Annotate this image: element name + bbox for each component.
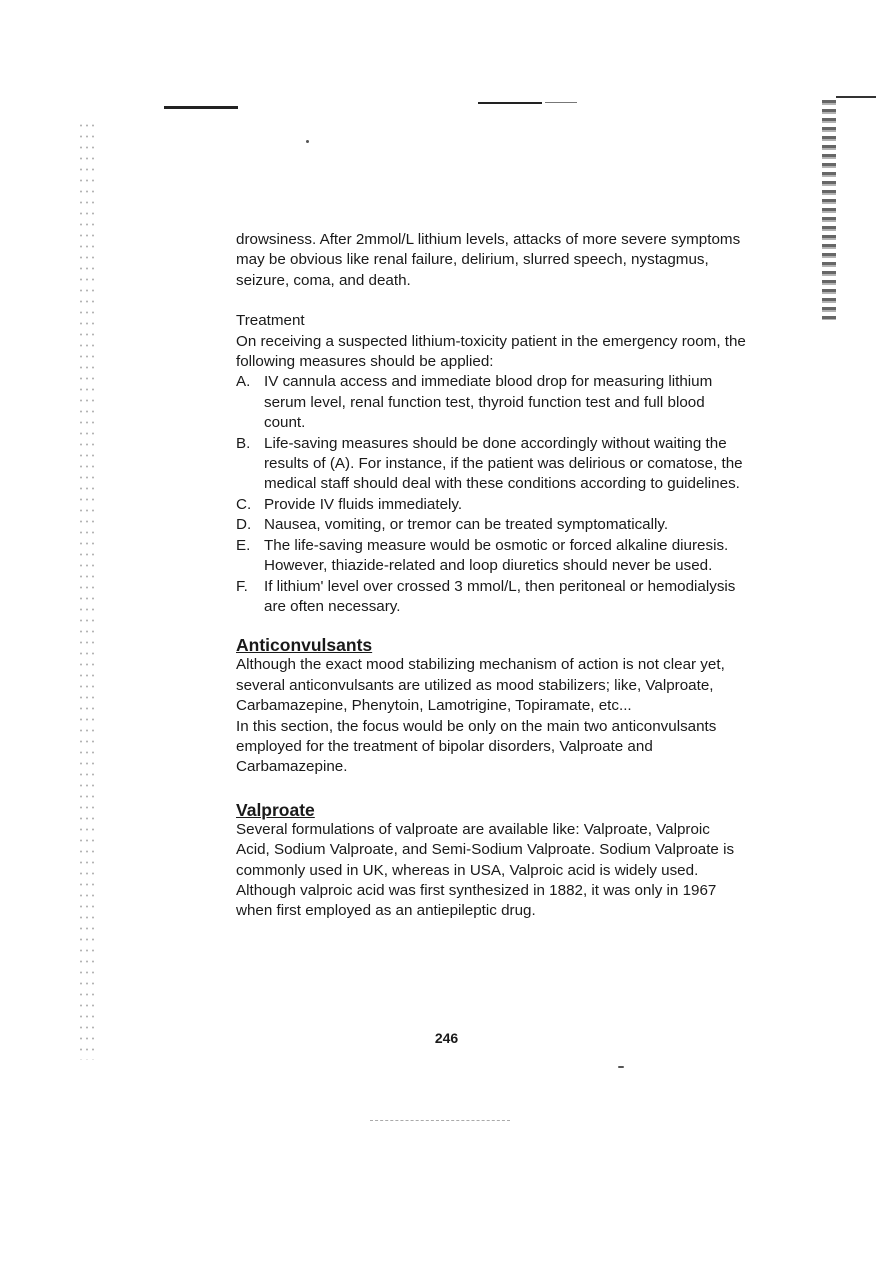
list-item — [236, 434, 746, 495]
valproate-paragraph-2: Although valproic acid was first synthesized in 1882, it was only in 1967 when first employed as an antiepileptic drug. — [236, 881, 717, 920]
list-item — [236, 515, 746, 535]
list-item — [236, 495, 746, 515]
intro-paragraph: drowsiness. After 2mmol/L lithium levels, attacks of more severe symptoms may be obvious like renal failure, delirium, slurred speech, nystagmus, seizure, coma, and death. — [236, 231, 741, 289]
list-marker: A. — [236, 373, 251, 391]
scan-artifact-line — [478, 102, 542, 104]
valproate-paragraph-1: Several formulations of valproate are available like: Valproate, Valproic Acid, Sodium Valproate, and Semi-Sodium Valproate. Sodium Valproate is commonly used in UK, whereas in USA, Valproic acid is widely used. — [236, 820, 735, 879]
scan-edge-line — [836, 96, 876, 98]
scan-edge-bar — [822, 100, 836, 320]
list-item — [236, 536, 746, 577]
scan-margin-noise — [78, 120, 96, 1060]
scan-artifact-dotted — [370, 1120, 510, 1123]
anticonvulsants-heading: Anticonvulsants — [236, 635, 373, 656]
list-marker: D. — [236, 516, 252, 534]
list-item-text: IV cannula access and immediate blood drop for measuring lithium serum level, renal function test, thyroid function test and full blood count. — [264, 373, 713, 432]
anticonvulsants-paragraph-1: Although the exact mood stabilizing mechanism of action is not clear yet, several anticonvulsants are utilized as mood stabilizers; like, Valproate, Carbamazepine, Phenytoin, Lamotrigine, Topiramate, etc... — [236, 656, 725, 715]
valproate-heading: Valproate — [236, 799, 315, 820]
anticonvulsants-paragraph-2: In this section, the focus would be only on the main two anticonvulsants employed for the treatment of bipolar disorders, Valproate and Carbamazepine. — [236, 717, 717, 776]
list-item-text: If lithium' level over crossed 3 mmol/L, then peritoneal or hemodialysis are often necessary. — [264, 577, 736, 615]
list-item — [236, 372, 746, 433]
list-item-text: Life-saving measures should be done accordingly without waiting the results of (A). For instance, if the patient was delirious or comatose, the medical staff should deal with these conditions according to guidelines. — [264, 434, 743, 493]
list-item — [236, 577, 746, 618]
list-marker: E. — [236, 536, 251, 554]
treatment-lead: On receiving a suspected lithium-toxicity patient in the emergency room, the following measures should be applied: — [236, 332, 746, 371]
list-marker: C. — [236, 495, 252, 513]
list-marker: B. — [236, 434, 251, 452]
page-body — [236, 230, 746, 922]
list-marker: F. — [236, 577, 248, 595]
scan-artifact-line — [164, 106, 238, 109]
scan-speck — [306, 140, 309, 143]
scan-speck — [618, 1066, 624, 1068]
list-item-text: Provide IV fluids immediately. — [264, 495, 463, 513]
treatment-title: Treatment — [236, 312, 305, 330]
page-number: 246 — [434, 1030, 459, 1046]
list-item-text: The life-saving measure would be osmotic or forced alkaline diuresis. However, thiazide-related and loop diuretics should never be used. — [264, 536, 729, 575]
list-item-text: Nausea, vomiting, or tremor can be treated symptomatically. — [264, 516, 669, 534]
treatment-list — [236, 372, 746, 617]
scan-artifact-line — [545, 102, 577, 103]
